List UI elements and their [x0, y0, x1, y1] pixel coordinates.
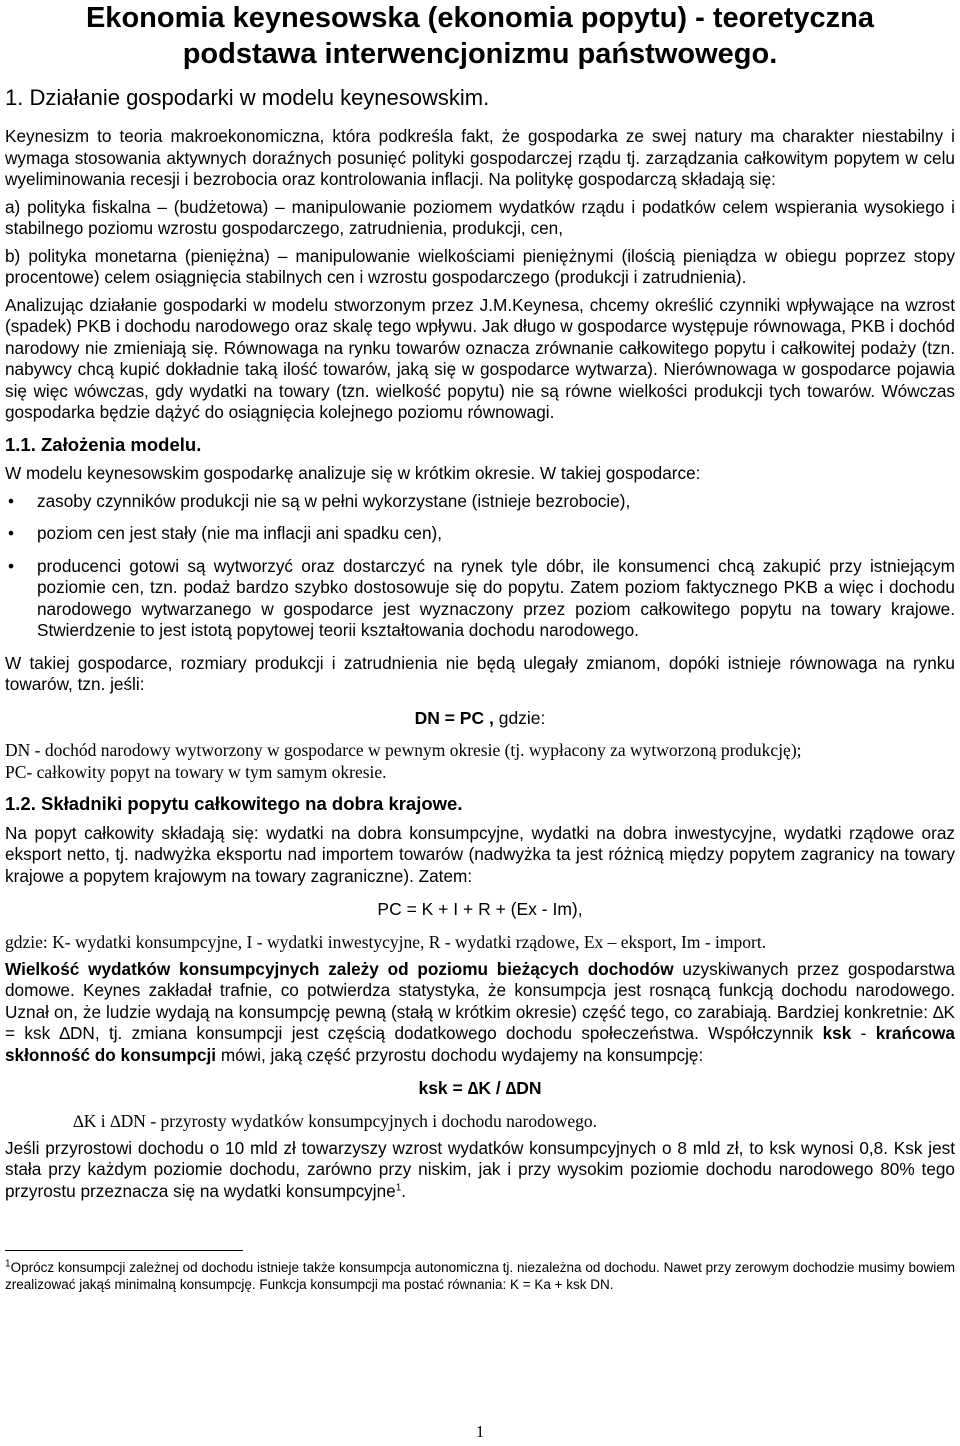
- consumption-text: uzyskiwanych przez gospodarstwa domowe. Keynes zakładał trafnie, co potwierdza statystyka, że konsumpcja jest rosnącą funkcją dochodu narodowego. Uznał on, że ludzie wydają na konsumpcję pewną (stałą w krótkim okresie) część tego, co zarabiają. Bardziej konkretnie: ∆K = ksk ∆DN, tj. zmiana konsumpcji jest częścią dodatkowego dochodu społeczeństwa. Współczynnik: [5, 958, 955, 1043]
- page-number: 1: [475, 1422, 485, 1441]
- total-demand-formula: PC = K + I + R + (Ex - Im),: [377, 899, 583, 919]
- fiscal-policy-paragraph: a) polityka fiskalna – (budżetowa) – manipulowanie poziomem wydatków rządu i podatków celem wspierania wysokiego i stabilnego poziomu wzrostu gospodarczego, zatrudnienia, produkcji, cen,: [5, 196, 955, 238]
- footnote-mark: 1: [5, 1258, 11, 1270]
- definition-pc: PC- całkowity popyt na towary w tym samym okresie.: [5, 762, 387, 782]
- section-1-heading: 1. Działanie gospodarki w modelu keynesowskim.: [5, 85, 490, 110]
- dash-text: -: [851, 1023, 876, 1043]
- intro-paragraph: Keynesizm to teoria makroekonomiczna, która podkreśla fakt, że gospodarka ze swej natury ma charakter niestabilny i wymaga stosowania aktywnych doraźnych posunięć polityki gospodarczej rządu tj. zarządzania całkowitym popytem w celu wyeliminowania recesji i bezrobocia oraz kontrolowania inflacji. Na politykę gospodarczą składają się:: [5, 126, 955, 189]
- title-line-1: Ekonomia keynesowska (ekonomia popytu) - teoretyczna: [85, 2, 875, 34]
- example-text-end: .: [401, 1180, 407, 1201]
- ksk-term: ksk: [822, 1023, 852, 1043]
- bullet-icon: •: [8, 555, 15, 576]
- bullet-icon: •: [8, 490, 15, 511]
- example-paragraph: [5, 1138, 955, 1203]
- list-item-text: producenci gotowi są wytworzyć oraz dostarczyć na rynek tyle dóbr, ile konsumenci chcą zakupić przy istniejącym poziomie cen, tzn. podaż bardzo szybko dostosowuje się do popytu. Zatem poziom faktycznego PKB a więc i dochodu narodowego wytwarzanego w gospodarce jest wyznaczony przez poziom całkowitego popytu na towary krajowe. Stwierdzenie to jest istotą popytowej teorii kształtowania dochodu narodowego.: [37, 555, 955, 640]
- section-1-1-heading: 1.1. Założenia modelu.: [5, 433, 202, 455]
- list-item: [5, 491, 955, 513]
- title-line-2: podstawa interwencjonizmu państwowego.: [182, 38, 778, 70]
- formula-dn-pc: DN = PC ,: [414, 707, 494, 728]
- section-1-2-heading: 1.2. Składniki popytu całkowitego na dobra krajowe.: [5, 793, 463, 814]
- footnote-text: Oprócz konsumpcji zależnej od dochodu istnieje także konsumpcja autonomiczna tj. niezależna od dochodu. Nawet przy zerowym dochodzie musimy bowiem zrealizować jakąś minimalną konsumpcję. Funkcja konsumpcji ma postać równania: K = Ka + ksk DN.: [5, 1260, 955, 1292]
- mpc-definitions: ∆K i ∆DN - przyrosty wydatków konsumpcyjnych i dochodu narodowego.: [73, 1110, 597, 1131]
- document-title: [5, 0, 955, 72]
- list-item-text: poziom cen jest stały (nie ma inflacji ani spadku cen),: [37, 523, 443, 543]
- demand-components-paragraph: Na popyt całkowity składają się: wydatki na dobra konsumpcyjne, wydatki na dobra inwestycyjne, wydatki rządowe oraz eksport netto, tj. nadwyżka eksportu nad importem towarów (nadwyżka ta jest różnicą między popytem zagranicy na towary krajowe a popytem krajowym na towary zagraniczne). Zatem:: [5, 822, 955, 886]
- total-demand-definitions: gdzie: K- wydatki konsumpcyjne, I - wydatki inwestycyjne, R - wydatki rządowe, Ex – eksport, Im - import.: [5, 931, 767, 952]
- consumption-paragraph: [5, 959, 955, 1067]
- list-item: [5, 556, 955, 642]
- equilibrium-formula: [5, 708, 955, 730]
- list-item: [5, 523, 955, 545]
- assumptions-list: [5, 491, 955, 642]
- bullet-icon: •: [8, 523, 15, 543]
- example-text: Jeśli przyrostowi dochodu o 10 mld zł towarzyszy wzrost wydatków konsumpcyjnych o 8 mld zł, to ksk wynosi 0,8. Ksk jest stała przy każdym poziomie dochodu, zarówno przy niskim, jak i przy wysokim poziomie dochodu narodowego 80% tego przyrostu przeznacza się na wydatki konsumpcyjne: [5, 1137, 955, 1201]
- definition-dn: DN - dochód narodowy wytworzony w gospodarce w pewnym okresie (tj. wypłacony za wytworzoną produkcję);: [5, 740, 802, 760]
- consumption-text-end: mówi, jaką część przyrostu dochodu wydajemy na konsumpcję:: [216, 1044, 704, 1065]
- model-lead-paragraph: W modelu keynesowskim gospodarkę analizuje się w krótkim okresie. W takiej gospodarce:: [5, 463, 701, 483]
- formula-where: gdzie:: [493, 707, 546, 728]
- mpc-term: krańcowa skłonność do konsumpcji: [5, 1023, 955, 1065]
- list-item-text: zasoby czynników produkcji nie są w pełni wykorzystane (istnieje bezrobocie),: [37, 490, 631, 511]
- monetary-policy-paragraph: b) polityka monetarna (pieniężna) – manipulowanie wielkościami pieniężnymi (ilością pieniądza w obiegu poprzez stopy procentowe) celem osiągnięcia stabilnych cen i wzrostu gospodarczego (produkcji i zatrudnienia).: [5, 245, 955, 287]
- analysis-paragraph: Analizując działanie gospodarki w modelu stworzonym przez J.M.Keynesa, chcemy określić czynniki wpływające na wzrost (spadek) PKB i dochodu narodowego oraz skalę tego wpływu. Jak długo w gospodarce występuje równowaga, PKB i dochód narodowy nie zmieniają się. Równowaga na rynku towarów oznacza zrównanie całkowitego popytu i całkowitej podaży (tzn. nabywcy chcą kupić dokładnie taką ilość towarów, jaką się w gospodarce wytwarza). Nierównowaga w gospodarce pojawia się więc wówczas, gdy wydatki na towary (tzn. wielkość popytu) nie są równe wielkości produkcji tych towarów. Wówczas gospodarka będzie dążyć do osiągnięcia kolejnego poziomu równowagi.: [5, 294, 955, 422]
- consumption-bold-lead: Wielkość wydatków konsumpcyjnych zależy od poziomu bieżących dochodów: [5, 958, 674, 979]
- footnote: [5, 1259, 955, 1293]
- equilibrium-paragraph: W takiej gospodarce, rozmiary produkcji i zatrudnienia nie będą ulegały zmianom, dopóki istnieje równowaga na rynku towarów, tzn. jeśli:: [5, 652, 955, 694]
- mpc-formula: ksk = ∆K / ∆DN: [418, 1078, 542, 1098]
- footnote-separator: [5, 1250, 243, 1251]
- footnote-reference[interactable]: 1: [395, 1181, 402, 1193]
